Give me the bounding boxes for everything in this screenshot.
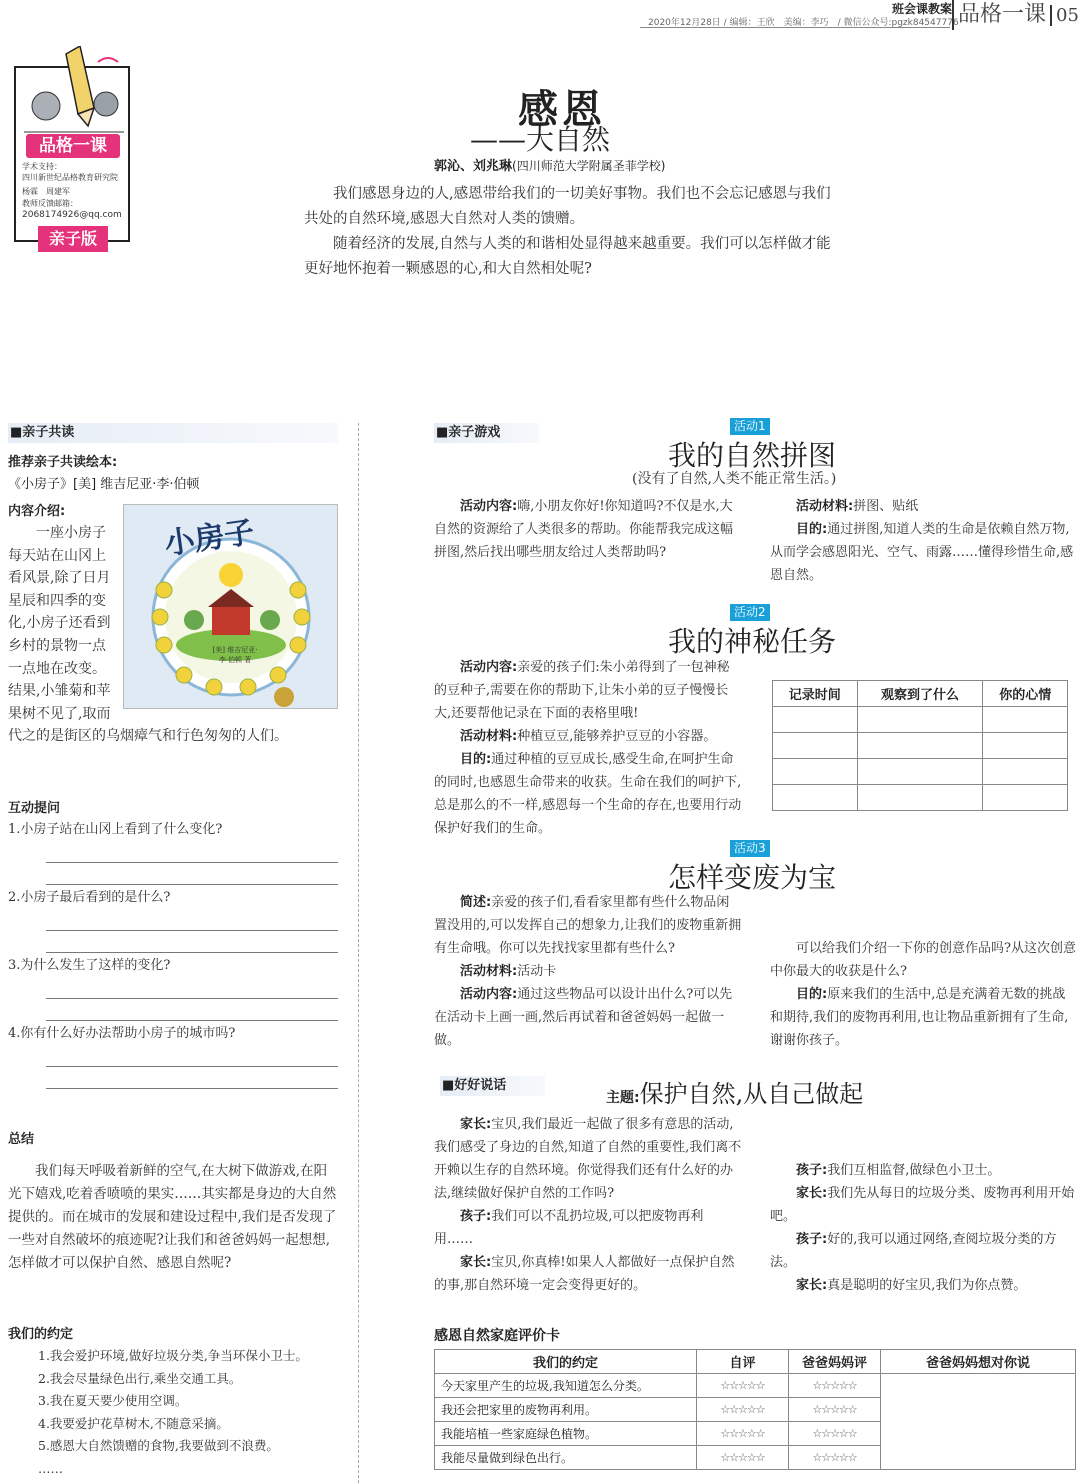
feedback-label: 教师反馈邮箱：	[22, 199, 78, 208]
promise-item: 3.我在夏天要少使用空调。	[38, 1393, 188, 1408]
table-header-row	[773, 681, 1068, 707]
speaker: 孩子:	[796, 1163, 828, 1178]
answer-line[interactable]	[46, 1067, 338, 1089]
material-label: 活动材料:	[460, 964, 518, 979]
dialogue-text: 真是聪明的好宝贝,我们为你点赞。	[827, 1278, 1027, 1293]
section-reading: ■亲子共读	[8, 423, 338, 443]
answer-line[interactable]	[46, 999, 338, 1021]
material-label: 活动材料:	[460, 729, 518, 744]
intro-text: 亲爱的孩子们,看看家里都有些什么物品闲置没用的,可以发挥自己的想象力,让我们的废物重新拥有生命哦。你可以先找找家里都有些什么?	[434, 895, 742, 956]
table-row[interactable]	[773, 759, 1068, 785]
dialogue-text: 我们先从每日的垃圾分类、废物再利用开始吧。	[770, 1186, 1075, 1224]
table-row[interactable]	[773, 785, 1068, 811]
activity-tag: 活动2	[730, 604, 770, 621]
feedback-email: 2068174926@qq.com	[22, 210, 122, 220]
promise-item: 4.我要爱护花草树木,不随意采摘。	[38, 1415, 229, 1431]
section-talk: ■好好说话	[440, 1076, 545, 1096]
answer-line[interactable]	[46, 931, 338, 953]
speaker: 家长:	[460, 1117, 492, 1132]
activity1-tag	[730, 418, 770, 435]
answer-line[interactable]	[46, 1045, 338, 1067]
observation-table	[772, 680, 1068, 811]
table-header: 观察到了什么	[857, 681, 983, 707]
content-text: 嗨,小朋友你好!你知道吗?不仅是水,大自然的资源给了人类很多的帮助。你能帮我完成这幅拼图,然后找出哪些朋友给过人类帮助吗?	[434, 499, 734, 560]
speaker: 家长:	[796, 1186, 828, 1201]
material-label: 活动材料:	[796, 499, 854, 514]
parent-rating-stars[interactable]: ☆☆☆☆☆	[789, 1422, 881, 1446]
summary-text: 我们每天呼吸着新鲜的空气,在大树下做游戏,在阳光下嬉戏,吃着香喷喷的果实……其实都是身边的大自然提供的。而在城市的发展和建设过程中,我们是否发现了一些对自然破坏的痕迹呢?让我们和爸爸妈妈一起想想,怎样做才可以保护自然、感恩自然呢?	[8, 1163, 337, 1271]
table-header: 自评	[697, 1350, 789, 1374]
table-row	[435, 1374, 1076, 1398]
article-title: 感恩	[518, 87, 606, 133]
evaluation-table	[434, 1349, 1076, 1470]
material-text: 活动卡	[517, 964, 557, 979]
dialogue-text: 我们互相监督,做绿色小卫士。	[827, 1163, 1001, 1178]
parent-comment-cell[interactable]	[881, 1374, 1076, 1470]
activity3-tag	[730, 840, 770, 857]
promise-list	[38, 1345, 348, 1480]
answer-line[interactable]	[46, 909, 338, 931]
activity3-right	[770, 937, 1076, 1052]
goal-text: 通过种植的豆豆成长,感受生命,在呵护生命的同时,也感恩生命带来的收获。生命在我们的呵护下,总是那么的不一样,感恩每一个生命的存在,也要用行动保护好我们的生命。	[434, 752, 742, 836]
answer-line[interactable]	[46, 863, 338, 885]
question-item: 4.你有什么好办法帮助小房子的城市吗?	[8, 1026, 236, 1041]
logo-title: 品格一课	[26, 134, 120, 158]
editors: 杨霖 周建军	[22, 187, 70, 196]
activity3-left	[434, 891, 742, 1052]
self-rating-stars[interactable]: ☆☆☆☆☆	[697, 1446, 789, 1470]
table-header: 爸爸妈妈评	[789, 1350, 881, 1374]
header-meta: 2020年12月28日 / 编辑：王欣 美编：李巧 / 微信公众号:pgzk84547776	[648, 18, 959, 28]
table-header: 我们的约定	[435, 1350, 697, 1374]
activity1-subtitle: (没有了自然,人类不能正常生活。)	[632, 471, 837, 487]
parent-rating-stars[interactable]: ☆☆☆☆☆	[789, 1374, 881, 1398]
recommend-label: 推荐亲子共读绘本:	[8, 455, 118, 470]
support-label: 学术支持：	[22, 162, 62, 171]
goal-text: 通过拼图,知道人类的生命是依赖自然万物,从而学会感恩阳光、空气、雨露……懂得珍惜生命,感恩自然。	[770, 522, 1074, 583]
dialogue-text: 宝贝,我们最近一起做了很多有意思的活动,我们感受了身边的自然,知道了自然的重要性,我们离不开赖以生存的自然环境。你觉得我们还有什么好的办法,继续做好保护自然的工作吗?	[434, 1117, 742, 1201]
content-label: 活动内容:	[460, 987, 518, 1002]
talk-theme	[606, 1074, 863, 1109]
column-name: 班会课教案	[891, 2, 952, 16]
speaker: 家长:	[796, 1278, 828, 1293]
material-text: 种植豆豆,能够养护豆豆的小容器。	[517, 729, 717, 744]
page-number: 05	[1050, 5, 1079, 26]
table-header: 记录时间	[773, 681, 858, 707]
column-divider	[358, 423, 359, 1483]
talk-right	[770, 1159, 1076, 1297]
activity1-right	[770, 495, 1076, 587]
article-subtitle: ——大自然	[470, 123, 611, 156]
speaker: 孩子:	[460, 1209, 492, 1224]
content-body: 一座小房子每天站在山冈上看风景,除了日月星辰和四季的变化,小房子还看到乡村的景物一点一点地在改变。结果,小雏菊和苹果树不见了,取而代之的是街区的乌烟瘴气和行色匆匆的人们。	[8, 525, 288, 745]
answer-line[interactable]	[46, 977, 338, 999]
promise-cell: 我还会把家里的废物再利用。	[435, 1398, 697, 1422]
activity-tag: 活动1	[730, 418, 770, 435]
theme-label: 主题:	[606, 1090, 640, 1106]
speaker: 家长:	[460, 1255, 492, 1270]
parent-rating-stars[interactable]: ☆☆☆☆☆	[789, 1398, 881, 1422]
promise-cell: 我能尽量做到绿色出行。	[435, 1446, 697, 1470]
author-names: 郭沁、刘兆琳	[434, 159, 513, 174]
table-row[interactable]	[773, 733, 1068, 759]
promise-item: 1.我会爱护环境,做好垃圾分类,争当环保小卫士。	[38, 1348, 308, 1363]
share-text: 可以给我们介绍一下你的创意作品吗?从这次创意中你最大的收获是什么?	[770, 941, 1076, 979]
article-intro	[304, 182, 834, 282]
parent-rating-stars[interactable]: ☆☆☆☆☆	[789, 1446, 881, 1470]
talk-left	[434, 1113, 742, 1297]
recommend-block	[8, 452, 338, 496]
intro-label: 简述:	[460, 895, 492, 910]
goal-label: 目的:	[796, 522, 828, 537]
book-cover-image	[123, 504, 338, 709]
column-logo	[14, 66, 130, 248]
intro-paragraph: 随着经济的发展,自然与人类的和谐相处显得越来越重要。我们可以怎样做才能更好地怀抱着一颗感恩的心,和大自然相处呢?	[304, 236, 831, 277]
promise-label: 我们的约定	[8, 1327, 74, 1342]
book-cover-author: [美] 维吉尼亚·李·伯顿 著	[212, 646, 258, 664]
goal-label: 目的:	[460, 752, 492, 767]
activity2-tag	[730, 604, 770, 621]
promise-item: ……	[38, 1460, 63, 1476]
qa-label: 互动提问	[8, 801, 61, 816]
section-name: 品格一课	[958, 2, 1047, 27]
goal-label: 目的:	[796, 987, 828, 1002]
activity1-content	[434, 495, 742, 564]
dialogue-text: 好的,我可以通过网络,查阅垃圾分类的方法。	[770, 1232, 1057, 1270]
material-text: 拼图、贴纸	[853, 499, 919, 514]
table-row[interactable]	[773, 707, 1068, 733]
activity-tag: 活动3	[730, 840, 770, 857]
promise-cell: 我能培植一些家庭绿色植物。	[435, 1422, 697, 1446]
self-rating-stars[interactable]: ☆☆☆☆☆	[697, 1422, 789, 1446]
speaker: 孩子:	[796, 1232, 828, 1247]
header-section	[952, 0, 1079, 30]
theme-text: 保护自然,从自己做起	[639, 1080, 864, 1108]
table-header: 你的心情	[983, 681, 1068, 707]
pencil-illustration-icon	[24, 46, 124, 134]
evaluation-title: 感恩自然家庭评价卡	[434, 1328, 560, 1344]
promise-item: 5.感恩大自然馈赠的食物,我要做到不浪费。	[38, 1438, 279, 1453]
header-divider	[640, 27, 950, 28]
content-label: 内容介绍:	[8, 504, 66, 519]
article-authors	[434, 155, 665, 174]
self-rating-stars[interactable]: ☆☆☆☆☆	[697, 1398, 789, 1422]
question-list	[8, 819, 338, 1089]
activity2-title: 我的神秘任务	[668, 625, 837, 658]
activity1-title: 我的自然拼图	[668, 439, 837, 472]
self-rating-stars[interactable]: ☆☆☆☆☆	[697, 1374, 789, 1398]
dialogue-text: 宝贝,你真棒!如果人人都做好一点保护自然的事,那自然环境一定会变得更好的。	[434, 1255, 735, 1293]
activity2-left	[434, 656, 742, 840]
book-cover-title: 小房子	[162, 514, 257, 563]
author-school: (四川师范大学附属圣菲学校)	[512, 159, 666, 173]
content-text: 亲爱的孩子们:朱小弟得到了一包神秘的豆种子,需要在你的帮助下,让朱小弟的豆子慢慢长大,还要帮他记录在下面的表格里哦!	[434, 660, 730, 721]
intro-paragraph: 我们感恩身边的人,感恩带给我们的一切美好事物。我们也不会忘记感恩与我们共处的自然环境,感恩大自然对人类的馈赠。	[304, 186, 831, 227]
activity3-title: 怎样变废为宝	[668, 861, 837, 894]
goal-text: 原来我们的生活中,总是充满着无数的挑战和期待,我们的废物再利用,也让物品重新拥有了生命,谢谢你孩子。	[770, 987, 1069, 1048]
table-header-row	[435, 1350, 1076, 1374]
book-info: 《小房子》[美] 维吉尼亚·李·伯顿	[8, 477, 200, 492]
question-item: 2.小房子最后看到的是什么?	[8, 890, 171, 905]
summary-label: 总结	[8, 1132, 35, 1147]
question-item: 1.小房子站在山冈上看到了什么变化?	[8, 822, 223, 837]
promise-item: 2.我会尽量绿色出行,乘坐交通工具。	[38, 1370, 242, 1386]
dialogue-text: 我们可以不乱扔垃圾,可以把废物再利用……	[434, 1209, 704, 1247]
support-org: 四川新世纪品格教育研究院	[22, 173, 118, 182]
answer-line[interactable]	[46, 841, 338, 863]
edition-badge: 亲子版	[38, 226, 108, 252]
table-header: 爸爸妈妈想对你说	[881, 1350, 1076, 1374]
content-text: 通过这些物品可以设计出什么?可以先在活动卡上画一画,然后再试着和爸爸妈妈一起做一做。	[434, 987, 733, 1048]
content-label: 活动内容:	[460, 499, 518, 514]
question-item: 3.为什么发生了这样的变化?	[8, 958, 171, 973]
content-label: 活动内容:	[460, 660, 518, 675]
section-games: ■亲子游戏	[434, 423, 539, 443]
promise-cell: 今天家里产生的垃圾,我知道怎么分类。	[435, 1374, 697, 1398]
